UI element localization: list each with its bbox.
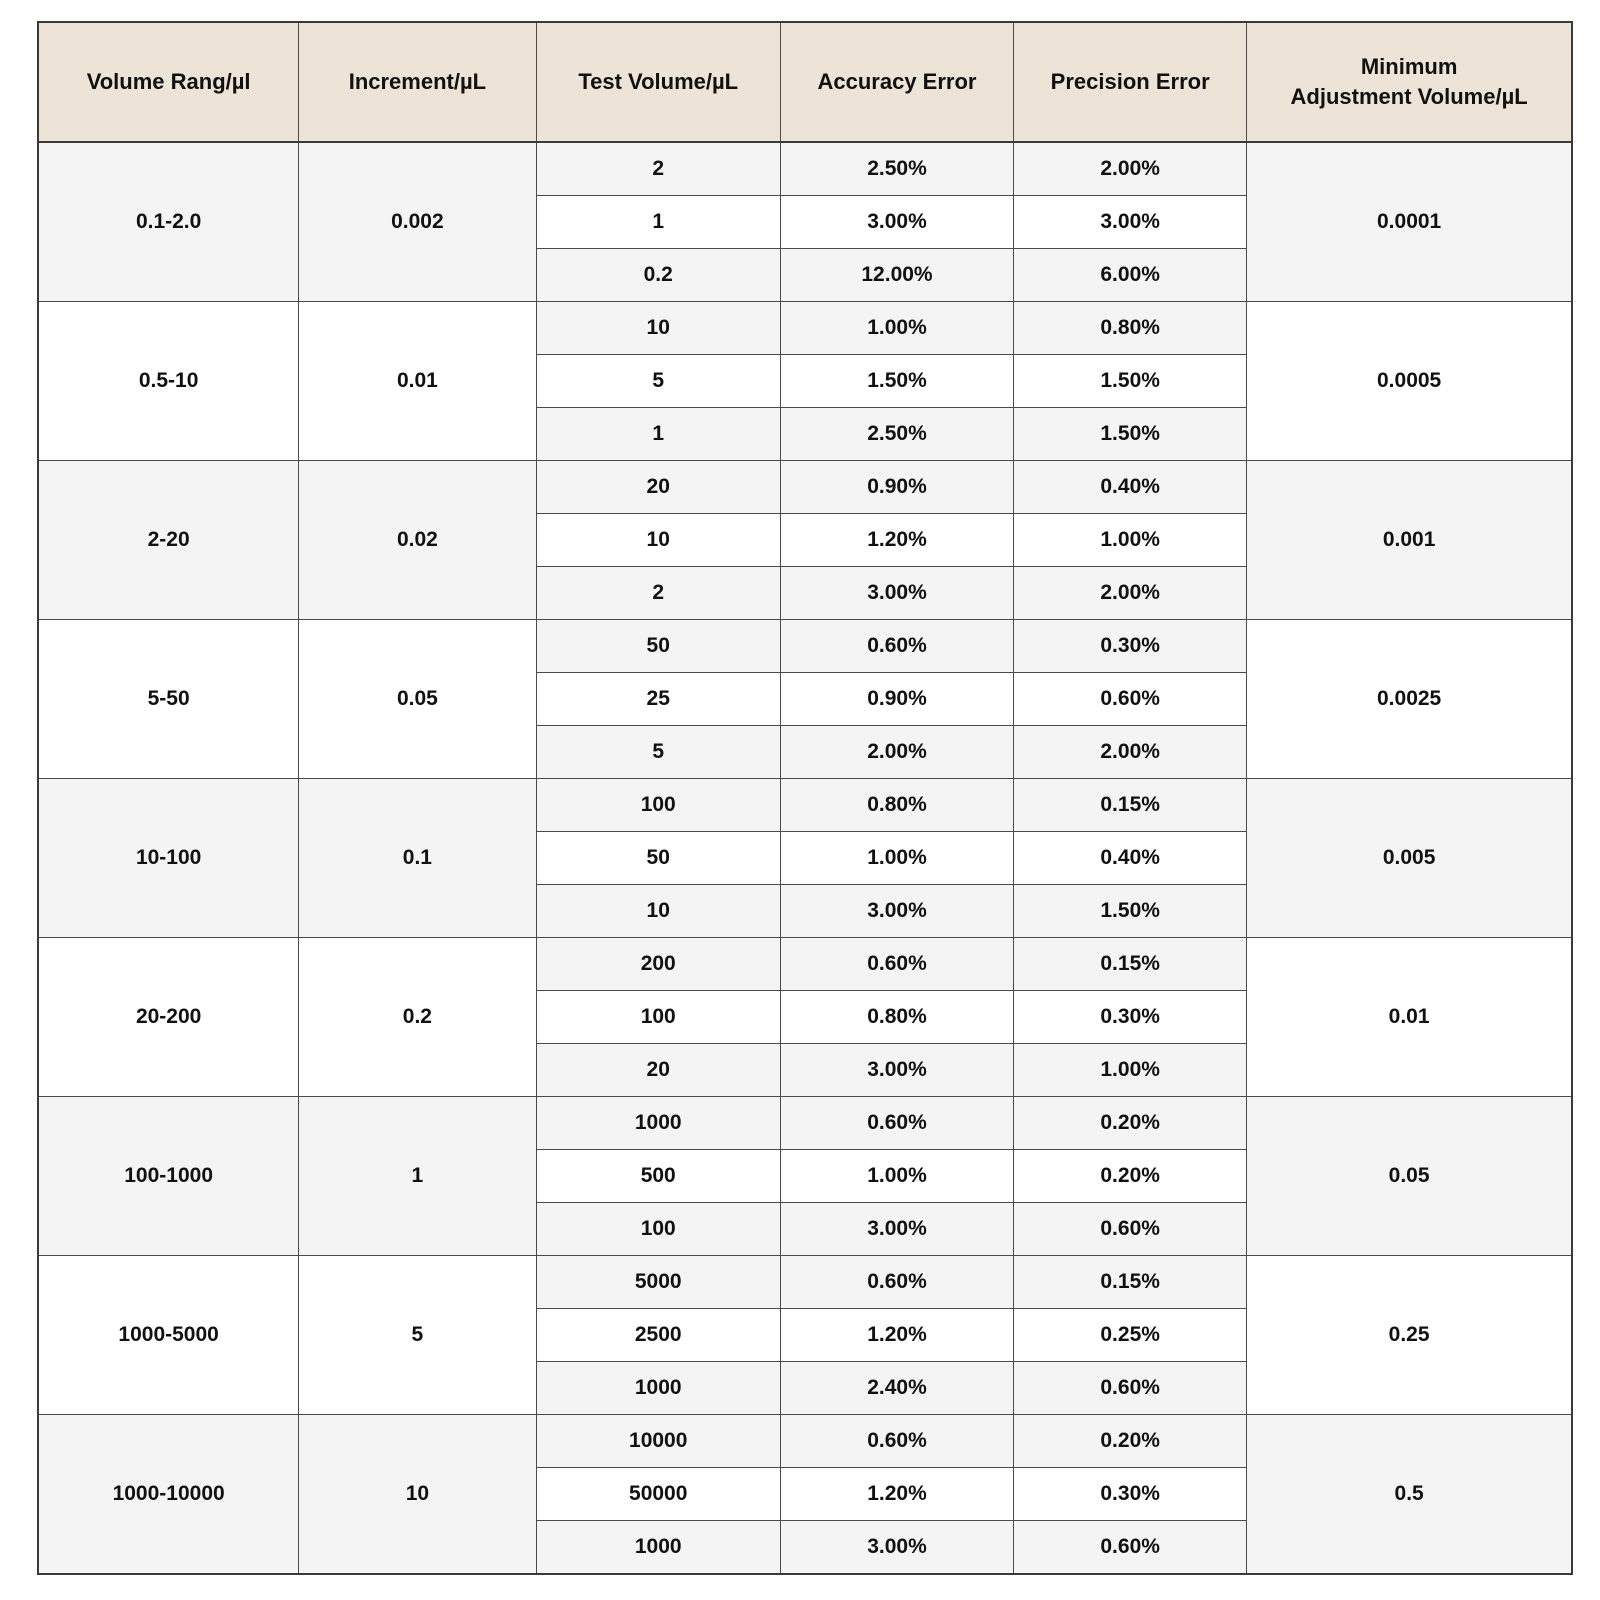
pipette-spec-table [37, 21, 1573, 1575]
cell-test-volume: 25 [536, 673, 780, 726]
table-row [38, 1097, 1572, 1150]
cell-test-volume: 100 [536, 1203, 780, 1256]
header-accuracy-error: Accuracy Error [780, 22, 1013, 142]
cell-test-volume: 1000 [536, 1097, 780, 1150]
cell-precision-error: 0.60% [1014, 1362, 1247, 1415]
cell-accuracy-error: 1.00% [780, 832, 1013, 885]
table-row [38, 302, 1572, 355]
cell-test-volume: 5 [536, 355, 780, 408]
cell-test-volume: 50 [536, 620, 780, 673]
cell-precision-error: 2.00% [1014, 142, 1247, 196]
cell-precision-error: 0.40% [1014, 832, 1247, 885]
cell-accuracy-error: 1.00% [780, 1150, 1013, 1203]
cell-increment: 0.2 [299, 938, 536, 1097]
table-row [38, 938, 1572, 991]
cell-precision-error: 2.00% [1014, 726, 1247, 779]
cell-min-adjustment-volume: 0.5 [1247, 1415, 1572, 1575]
cell-increment: 5 [299, 1256, 536, 1415]
cell-precision-error: 2.00% [1014, 567, 1247, 620]
cell-volume-range: 100-1000 [38, 1097, 299, 1256]
cell-volume-range: 0.1-2.0 [38, 142, 299, 302]
cell-precision-error: 0.60% [1014, 1203, 1247, 1256]
cell-test-volume: 1000 [536, 1362, 780, 1415]
cell-accuracy-error: 0.60% [780, 1256, 1013, 1309]
cell-min-adjustment-volume: 0.001 [1247, 461, 1572, 620]
cell-precision-error: 1.00% [1014, 1044, 1247, 1097]
table-row [38, 142, 1572, 196]
header-volume-range: Volume Rang/µl [38, 22, 299, 142]
cell-precision-error: 3.00% [1014, 196, 1247, 249]
cell-accuracy-error: 0.90% [780, 673, 1013, 726]
table-header [38, 22, 1572, 142]
cell-accuracy-error: 2.50% [780, 408, 1013, 461]
cell-accuracy-error: 2.40% [780, 1362, 1013, 1415]
cell-test-volume: 20 [536, 461, 780, 514]
cell-increment: 1 [299, 1097, 536, 1256]
cell-test-volume: 5000 [536, 1256, 780, 1309]
header-precision-error: Precision Error [1014, 22, 1247, 142]
cell-volume-range: 0.5-10 [38, 302, 299, 461]
cell-precision-error: 0.60% [1014, 673, 1247, 726]
cell-precision-error: 0.60% [1014, 1521, 1247, 1575]
cell-test-volume: 500 [536, 1150, 780, 1203]
cell-precision-error: 1.00% [1014, 514, 1247, 567]
header-min-adjustment-volume [1247, 22, 1572, 142]
cell-precision-error: 0.80% [1014, 302, 1247, 355]
cell-test-volume: 50 [536, 832, 780, 885]
cell-precision-error: 0.20% [1014, 1097, 1247, 1150]
table-row [38, 1415, 1572, 1468]
cell-min-adjustment-volume: 0.0005 [1247, 302, 1572, 461]
cell-precision-error: 0.25% [1014, 1309, 1247, 1362]
cell-accuracy-error: 0.90% [780, 461, 1013, 514]
cell-increment: 0.1 [299, 779, 536, 938]
cell-test-volume: 50000 [536, 1468, 780, 1521]
cell-precision-error: 0.20% [1014, 1150, 1247, 1203]
cell-accuracy-error: 0.80% [780, 991, 1013, 1044]
cell-precision-error: 1.50% [1014, 885, 1247, 938]
cell-accuracy-error: 12.00% [780, 249, 1013, 302]
cell-accuracy-error: 3.00% [780, 1521, 1013, 1575]
header-row [38, 22, 1572, 142]
cell-min-adjustment-volume: 0.0001 [1247, 142, 1572, 302]
cell-precision-error: 1.50% [1014, 355, 1247, 408]
table-row [38, 620, 1572, 673]
cell-precision-error: 6.00% [1014, 249, 1247, 302]
cell-min-adjustment-volume: 0.01 [1247, 938, 1572, 1097]
cell-precision-error: 0.15% [1014, 1256, 1247, 1309]
cell-precision-error: 0.30% [1014, 991, 1247, 1044]
cell-increment: 0.05 [299, 620, 536, 779]
cell-test-volume: 200 [536, 938, 780, 991]
cell-precision-error: 0.15% [1014, 938, 1247, 991]
cell-min-adjustment-volume: 0.05 [1247, 1097, 1572, 1256]
table-row [38, 1256, 1572, 1309]
cell-increment: 0.002 [299, 142, 536, 302]
cell-test-volume: 1 [536, 196, 780, 249]
cell-volume-range: 1000-10000 [38, 1415, 299, 1575]
cell-volume-range: 20-200 [38, 938, 299, 1097]
cell-accuracy-error: 3.00% [780, 1044, 1013, 1097]
cell-accuracy-error: 3.00% [780, 567, 1013, 620]
cell-accuracy-error: 1.50% [780, 355, 1013, 408]
header-test-volume: Test Volume/µL [536, 22, 780, 142]
cell-test-volume: 1 [536, 408, 780, 461]
cell-test-volume: 10 [536, 885, 780, 938]
cell-precision-error: 0.30% [1014, 620, 1247, 673]
cell-test-volume: 1000 [536, 1521, 780, 1575]
cell-accuracy-error: 0.80% [780, 779, 1013, 832]
cell-precision-error: 0.30% [1014, 1468, 1247, 1521]
cell-test-volume: 2 [536, 567, 780, 620]
cell-test-volume: 2500 [536, 1309, 780, 1362]
cell-volume-range: 5-50 [38, 620, 299, 779]
cell-test-volume: 2 [536, 142, 780, 196]
header-min-adjust-line1: Minimum [1360, 54, 1458, 79]
cell-precision-error: 1.50% [1014, 408, 1247, 461]
cell-accuracy-error: 1.20% [780, 1309, 1013, 1362]
cell-volume-range: 1000-5000 [38, 1256, 299, 1415]
header-min-adjust-line2: Adjustment Volume/µL [1290, 84, 1528, 109]
cell-volume-range: 2-20 [38, 461, 299, 620]
cell-accuracy-error: 1.20% [780, 514, 1013, 567]
cell-volume-range: 10-100 [38, 779, 299, 938]
cell-test-volume: 10000 [536, 1415, 780, 1468]
cell-test-volume: 20 [536, 1044, 780, 1097]
cell-accuracy-error: 0.60% [780, 1415, 1013, 1468]
table-row [38, 779, 1572, 832]
cell-precision-error: 0.20% [1014, 1415, 1247, 1468]
cell-test-volume: 5 [536, 726, 780, 779]
cell-accuracy-error: 3.00% [780, 885, 1013, 938]
cell-test-volume: 10 [536, 514, 780, 567]
cell-accuracy-error: 3.00% [780, 196, 1013, 249]
cell-increment: 0.02 [299, 461, 536, 620]
cell-accuracy-error: 1.20% [780, 1468, 1013, 1521]
cell-precision-error: 0.15% [1014, 779, 1247, 832]
cell-precision-error: 0.40% [1014, 461, 1247, 514]
cell-accuracy-error: 1.00% [780, 302, 1013, 355]
cell-increment: 10 [299, 1415, 536, 1575]
cell-test-volume: 0.2 [536, 249, 780, 302]
cell-min-adjustment-volume: 0.0025 [1247, 620, 1572, 779]
table-row [38, 461, 1572, 514]
cell-accuracy-error: 0.60% [780, 1097, 1013, 1150]
cell-test-volume: 100 [536, 991, 780, 1044]
cell-accuracy-error: 3.00% [780, 1203, 1013, 1256]
cell-accuracy-error: 2.00% [780, 726, 1013, 779]
cell-accuracy-error: 0.60% [780, 938, 1013, 991]
header-increment: Increment/µL [299, 22, 536, 142]
cell-test-volume: 10 [536, 302, 780, 355]
cell-increment: 0.01 [299, 302, 536, 461]
cell-accuracy-error: 2.50% [780, 142, 1013, 196]
table-body [38, 142, 1572, 1574]
cell-min-adjustment-volume: 0.25 [1247, 1256, 1572, 1415]
cell-accuracy-error: 0.60% [780, 620, 1013, 673]
cell-test-volume: 100 [536, 779, 780, 832]
cell-min-adjustment-volume: 0.005 [1247, 779, 1572, 938]
